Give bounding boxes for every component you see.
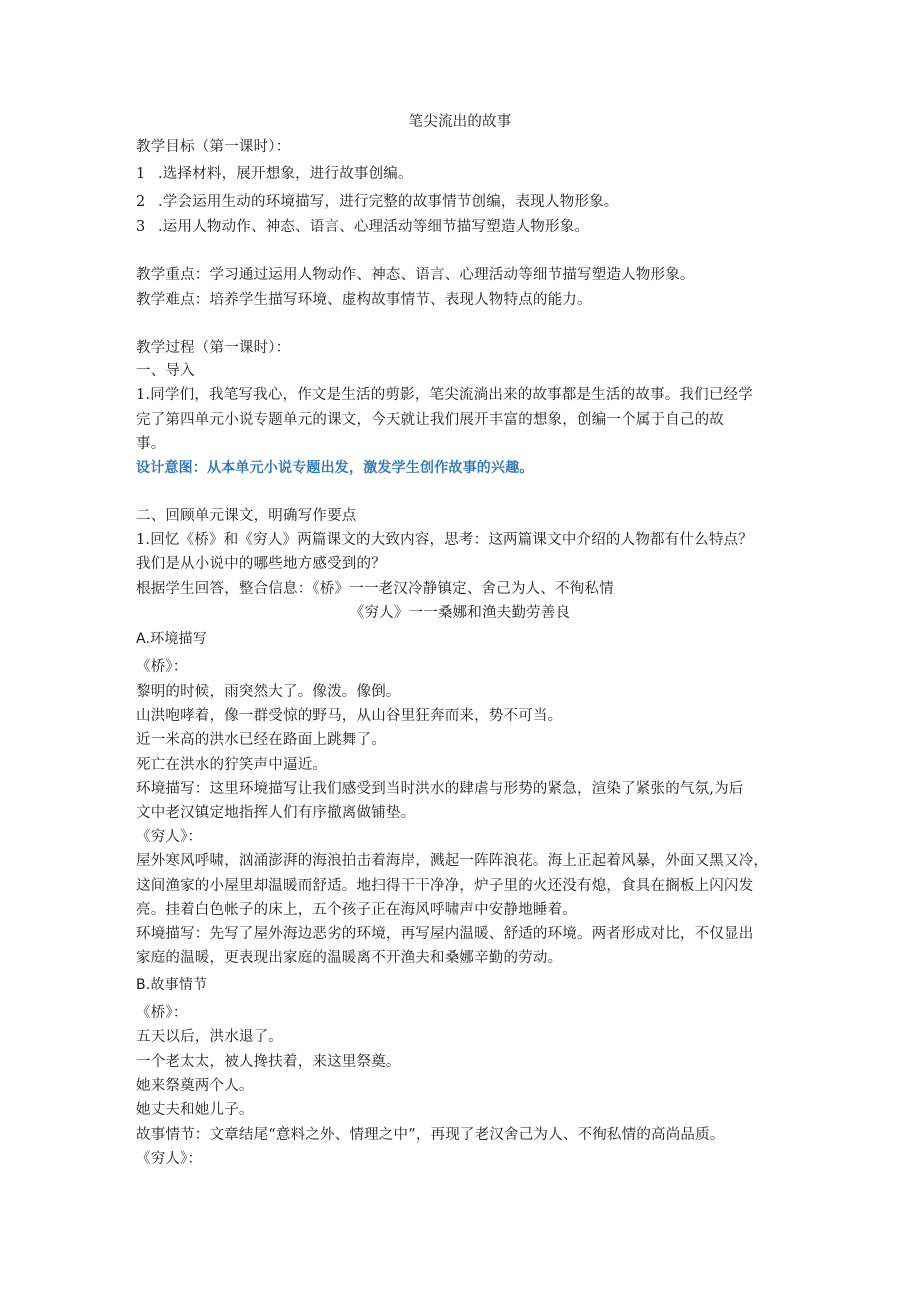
text-title: 《桥》： [136, 659, 188, 675]
paragraph-line: 完了第四单元小说专题单元的课文，今天就让我们展开丰富的想象，创编一个属于自己的故 [136, 412, 724, 428]
objective-text: .运用人物动作、神态、语言、心理活动等细节描写塑造人物形象。 [158, 219, 590, 235]
objective-number: 1 [136, 166, 146, 182]
page-title: 笔尖流出的故事 [408, 114, 512, 130]
objective-item [136, 217, 589, 237]
analysis-line: 故事情节：文章结尾“意料之外、情理之中”，再现了老汉舍己为人、不徇私情的高尚品质。 [136, 1127, 725, 1143]
text-line: 黎明的时候，雨突然大了。像泼。像倒。 [136, 684, 401, 700]
process-heading: 教学过程（第一课时）： [136, 340, 291, 356]
objective-number: 2 [136, 194, 146, 210]
objective-text: .选择材料，展开想象，进行故事创编。 [158, 166, 413, 182]
difficulty: 教学难点：培养学生描写环境、虚构故事情节、表现人物特点的能力。 [136, 292, 592, 308]
objective-text: .学会运用生动的环境描写，进行完整的故事情节创编，表现人物形象。 [158, 194, 619, 210]
paragraph-line: 事。 [136, 436, 166, 452]
analysis-line: 文中老汉镇定地指挥人们有序撤离做铺垫。 [136, 805, 416, 821]
text-line: 她来祭奠两个人。 [136, 1078, 254, 1094]
text-line: 五天以后，洪水退了。 [136, 1029, 283, 1045]
objective-item [136, 164, 413, 184]
summary-line: 根据学生回答，整合信息：《桥》一一老汉冷静镇定、舍己为人、不徇私情 [136, 581, 614, 597]
text-line: 屋外寒风呼啸，汹涌澎湃的海浪拍击着海岸，溅起一阵阵浪花。海上正起着风暴，外面又黑又冷， [136, 853, 769, 869]
text-title: 《穷人》： [136, 829, 203, 845]
subsection-heading: B.故事情节 [136, 977, 208, 993]
text-line: 死亡在洪水的狞笑声中逼近。 [136, 757, 328, 773]
text-line: 山洪咆哮着，像一群受惊的野马，从山谷里狂奔而来，势不可当。 [136, 708, 563, 724]
text-line: 这间渔家的小屋里却温暖而舒适。地扫得干干净净，炉子里的火还没有熄，食具在搁板上闪闪发 [136, 878, 754, 894]
text-title: 《穷人》： [136, 1151, 203, 1167]
text-line: 近一米高的洪水已经在路面上跳舞了。 [136, 732, 386, 748]
text-line: 她丈夫和她儿子。 [136, 1102, 254, 1118]
section-heading: 二、回顾单元课文，明确写作要点 [136, 508, 357, 524]
text-line: 一个老太太，被人搀扶着，来这里祭奠。 [136, 1054, 401, 1070]
paragraph-line: 我们是从小说中的哪些地方感受到的？ [136, 556, 386, 572]
objectives-heading: 教学目标（第一课时）： [136, 139, 291, 155]
subsection-heading: A.环境描写 [136, 631, 207, 647]
objective-number: 3 [136, 219, 146, 235]
paragraph-line: 1.回忆《桥》和《穷人》两篇课文的大致内容，思考：这两篇课文中介绍的人物都有什么特点？ [136, 532, 753, 548]
section-heading: 一、导入 [136, 363, 195, 379]
key-point: 教学重点：学习通过运用人物动作、神态、语言、心理活动等细节描写塑造人物形象。 [136, 267, 695, 283]
text-line: 亮。挂着白色帐子的床上，五个孩子正在海风呼啸声中安静地睡着。 [136, 902, 577, 918]
objective-item [136, 192, 619, 212]
analysis-line: 家庭的温暖，更表现出家庭的温暖离不开渔夫和桑娜辛勤的劳动。 [136, 950, 563, 966]
design-intent: 设计意图：从本单元小说专题出发，激发学生创作故事的兴趣。 [136, 460, 534, 476]
analysis-line: 环境描写：这里环境描写让我们感受到当时洪水的肆虐与形势的紧急，渲染了紧张的气氛,为后 [136, 781, 744, 797]
analysis-line: 环境描写：先写了屋外海边恶劣的环境，再写屋内温暖、舒适的环境。两者形成对比，不仅显出 [136, 926, 754, 942]
text-title: 《桥》： [136, 1005, 188, 1021]
summary-line: 《穷人》一一桑娜和渔夫勤劳善良 [349, 605, 571, 621]
paragraph-line: 1.同学们，我笔写我心，作文是生活的剪影，笔尖流淌出来的故事都是生活的故事。我们已经学 [136, 387, 753, 403]
